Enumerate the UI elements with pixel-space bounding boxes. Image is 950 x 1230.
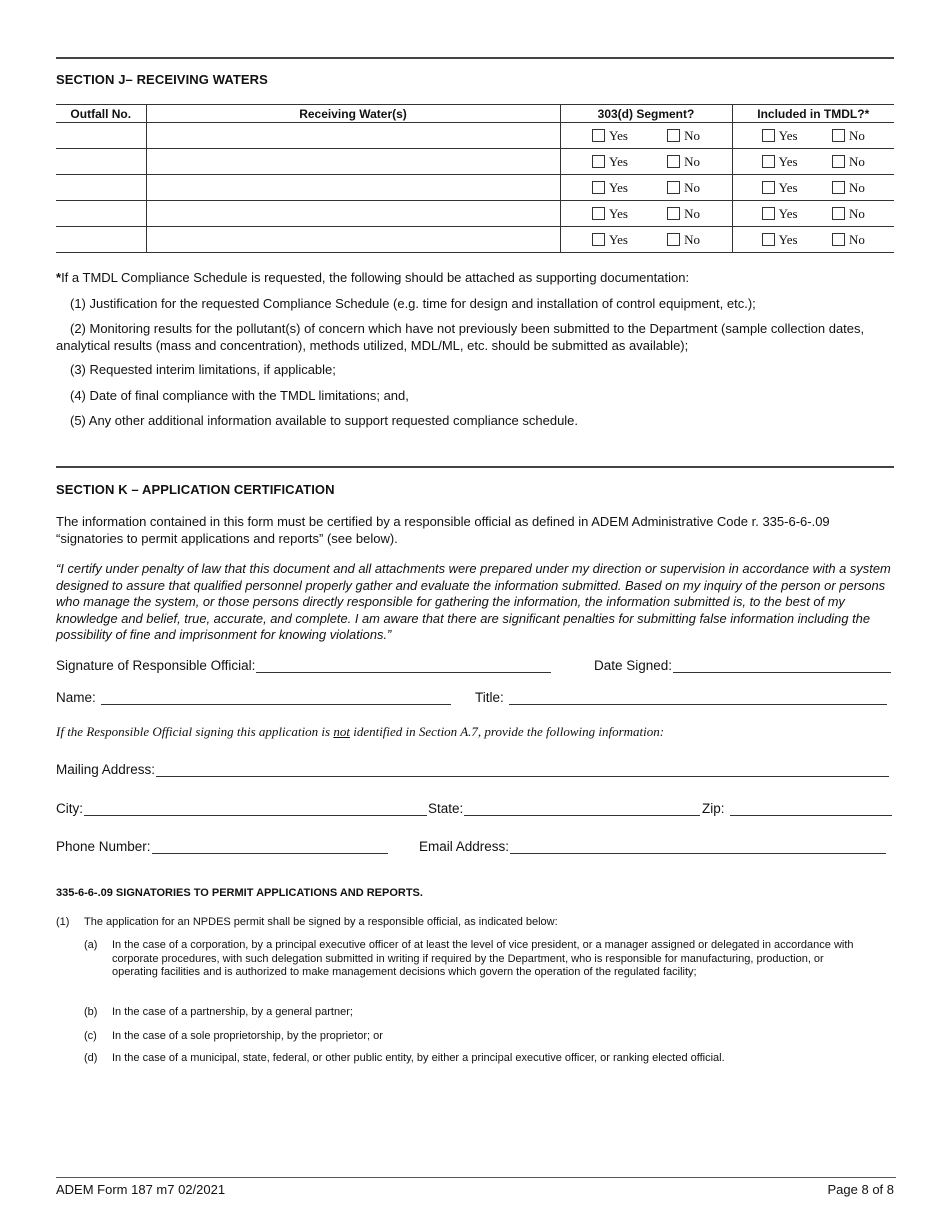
form-id: ADEM Form 187 m7 02/2021 [56,1182,226,1197]
included-tmdl-no-option[interactable] [832,128,865,144]
city-field [56,801,427,816]
col-included-tmdl: Included in TMDL?* [732,105,894,123]
subitem-label: (d) [84,1052,98,1064]
included-tmdl-yes-option[interactable] [762,206,798,222]
outfall-no-cell[interactable] [56,175,146,201]
section-k-title: SECTION K – APPLICATION CERTIFICATION [56,482,335,497]
included-tmdl-yes-checkbox[interactable] [762,155,775,168]
included-tmdl-no-option[interactable] [832,232,865,248]
instruction-text: identified in Section A.7, provide the following information: [349,724,665,739]
subitem-label: (b) [84,1006,98,1018]
segment-303d-cell [560,123,732,149]
included-tmdl-no-option[interactable] [832,206,865,222]
no-label: No [684,127,700,143]
segment-303d-yes-checkbox[interactable] [592,233,605,246]
subitem-text: In the case of a sole proprietorship, by the proprietor; or [112,1030,383,1042]
segment-303d-no-option[interactable] [667,206,700,222]
yes-label: Yes [778,205,798,221]
included-tmdl-yes-option[interactable] [762,128,798,144]
yes-label: Yes [609,179,628,195]
receiving-water-cell[interactable] [146,175,560,201]
no-label: No [684,231,700,247]
no-label: No [848,205,865,221]
col-303d-segment: 303(d) Segment? [560,105,732,123]
no-label: No [684,205,700,221]
title-field [475,690,887,705]
receiving-water-cell[interactable] [146,227,560,253]
segment-303d-no-checkbox[interactable] [667,129,680,142]
included-tmdl-cell [732,123,894,149]
date-signed-field [594,658,891,673]
title-label: Title: [475,690,504,705]
subitem-label: (a) [84,939,98,951]
instruction-not: not [333,724,350,739]
included-tmdl-cell [732,201,894,227]
rule-item-number: (1) [56,916,70,928]
date-signed-input[interactable] [673,659,891,673]
section-j-title: SECTION J– RECEIVING WATERS [56,72,268,87]
table-header-row [56,105,894,123]
receiving-water-cell[interactable] [146,123,560,149]
included-tmdl-yes-checkbox[interactable] [762,129,775,142]
outfall-no-cell[interactable] [56,201,146,227]
segment-303d-yes-checkbox[interactable] [592,155,605,168]
list-item: (5) Any other additional information available to support requested compliance schedule. [70,413,579,428]
col-outfall-no: Outfall No. [56,105,146,123]
included-tmdl-yes-option[interactable] [762,154,798,170]
receiving-water-cell[interactable] [146,149,560,175]
mailing-address-field [56,762,889,777]
rule-heading: 335-6-6-.09 SIGNATORIES TO PERMIT APPLICATIONS AND REPORTS. [56,887,423,899]
segment-303d-no-option[interactable] [667,180,700,196]
included-tmdl-yes-checkbox[interactable] [762,207,775,220]
included-tmdl-no-checkbox[interactable] [832,233,845,246]
included-tmdl-no-checkbox[interactable] [832,181,845,194]
receiving-waters-table [56,104,894,253]
name-input[interactable] [101,691,451,705]
phone-field [56,839,388,854]
included-tmdl-yes-option[interactable] [762,180,798,196]
mailing-address-label: Mailing Address: [56,762,156,777]
segment-303d-cell [560,149,732,175]
included-tmdl-no-checkbox[interactable] [832,207,845,220]
email-input[interactable] [510,840,886,854]
table-row [56,201,894,227]
segment-303d-yes-option[interactable] [592,180,628,196]
segment-303d-cell [560,175,732,201]
no-label: No [848,153,865,169]
no-label: No [848,179,865,195]
list-item: (2) Monitoring results for the pollutant(s) of concern which have not previously been submitted to the Department (sample collection dates, analytical results (mass and concentration), methods utilized, MDL/ML, etc. should be submitted as available); [56,321,865,353]
signature-label: Signature of Responsible Official: [56,658,256,673]
yes-label: Yes [609,205,628,221]
included-tmdl-cell [732,175,894,201]
tmdl-note-text: If a TMDL Compliance Schedule is requested, the following should be attached as supporting documentation: [61,270,690,285]
no-label: No [848,127,865,143]
list-item: (3) Requested interim limitations, if applicable; [70,362,336,377]
note-star: * [56,270,62,285]
included-tmdl-yes-checkbox[interactable] [762,181,775,194]
city-input[interactable] [84,802,427,816]
title-input[interactable] [509,691,887,705]
state-input[interactable] [464,802,700,816]
col-receiving-waters: Receiving Water(s) [146,105,560,123]
name-field [56,690,451,705]
segment-303d-no-option[interactable] [667,232,700,248]
included-tmdl-cell [732,227,894,253]
signature-field [56,658,551,673]
footer-divider [56,1177,896,1178]
email-field [419,839,886,854]
included-tmdl-no-checkbox[interactable] [832,129,845,142]
segment-303d-no-option[interactable] [667,128,700,144]
included-tmdl-yes-option[interactable] [762,232,798,248]
yes-label: Yes [778,231,798,247]
subitem-text: In the case of a corporation, by a principal executive officer of at least the level of vice president, or a manager assigned or delegated in accordance with corporate procedures, with such delegation submitted in writing if required by the Department, who is responsible for manufacturing, production, or operating facilities and is authorized to make management decisions which govern the operation of the regulated facility; [112,939,854,978]
segment-303d-cell [560,201,732,227]
email-label: Email Address: [419,839,510,854]
date-signed-label: Date Signed: [594,658,673,673]
segment-303d-no-option[interactable] [667,154,700,170]
segment-303d-yes-checkbox[interactable] [592,129,605,142]
zip-field [702,801,892,816]
rule-item-text: The application for an NPDES permit shall be signed by a responsible official, as indicated below: [84,916,558,928]
outfall-no-cell[interactable] [56,149,146,175]
phone-label: Phone Number: [56,839,151,854]
no-label: No [684,179,700,195]
outfall-no-cell[interactable] [56,123,146,149]
list-item: (4) Date of final compliance with the TMDL limitations; and, [70,388,409,403]
segment-303d-yes-checkbox[interactable] [592,181,605,194]
yes-label: Yes [778,127,798,143]
table-row [56,227,894,253]
outfall-no-cell[interactable] [56,227,146,253]
zip-input[interactable] [730,802,892,816]
yes-label: Yes [778,179,798,195]
yes-label: Yes [778,153,798,169]
table-row [56,175,894,201]
subitem-text: In the case of a partnership, by a general partner; [112,1006,353,1018]
segment-303d-cell [560,227,732,253]
responsible-official-instruction [56,724,896,741]
segment-303d-no-checkbox[interactable] [667,207,680,220]
yes-label: Yes [609,231,628,247]
no-label: No [848,231,865,247]
included-tmdl-no-checkbox[interactable] [832,155,845,168]
subitem-text: In the case of a municipal, state, federal, or other public entity, by either a principal executive officer, or ranking elected official. [112,1052,725,1064]
certification-intro: The information contained in this form must be certified by a responsible official as defined in ADEM Administrative Code r. 335-6-6-.09 “signatories to permit applications and reports” (see below). [56,514,830,546]
included-tmdl-no-option[interactable] [832,154,865,170]
section-divider [56,57,894,59]
zip-label: Zip: [702,801,725,816]
mailing-address-input[interactable] [156,763,889,777]
segment-303d-no-checkbox[interactable] [667,181,680,194]
signature-input[interactable] [256,659,551,673]
table-row [56,149,894,175]
segment-303d-no-checkbox[interactable] [667,155,680,168]
phone-input[interactable] [152,840,388,854]
segment-303d-yes-option[interactable] [592,232,628,248]
state-label: State: [428,801,464,816]
segment-303d-no-checkbox[interactable] [667,233,680,246]
state-field [428,801,700,816]
included-tmdl-no-option[interactable] [832,180,865,196]
included-tmdl-yes-checkbox[interactable] [762,233,775,246]
yes-label: Yes [609,127,628,143]
tmdl-note [56,270,896,287]
included-tmdl-cell [732,149,894,175]
segment-303d-yes-option[interactable] [592,154,628,170]
segment-303d-yes-option[interactable] [592,206,628,222]
no-label: No [684,153,700,169]
list-item: (1) Justification for the requested Compliance Schedule (e.g. time for design and installation of control equipment, etc.); [70,296,756,311]
table-row [56,123,894,149]
section-divider [56,466,894,468]
yes-label: Yes [609,153,628,169]
page-number: Page 8 of 8 [827,1182,894,1197]
segment-303d-yes-checkbox[interactable] [592,207,605,220]
subitem-label: (c) [84,1030,97,1042]
certification-statement: “I certify under penalty of law that this document and all attachments were prepared under my direction or supervision in accordance with a system designed to assure that qualified personnel properly gather and evaluate the information submitted. Based on my inquiry of the person or persons who manage the system, or those persons directly responsible for gathering the information, the information submitted is, to the best of my knowledge and belief, true, accurate, and complete. I am aware that there are significant penalties for submitting false information including the possibility of fine and imprisonment for knowing violations.” [56,561,891,642]
receiving-water-cell[interactable] [146,201,560,227]
city-label: City: [56,801,83,816]
name-label: Name: [56,690,96,705]
segment-303d-yes-option[interactable] [592,128,628,144]
instruction-text: If the Responsible Official signing this application is [56,724,334,739]
